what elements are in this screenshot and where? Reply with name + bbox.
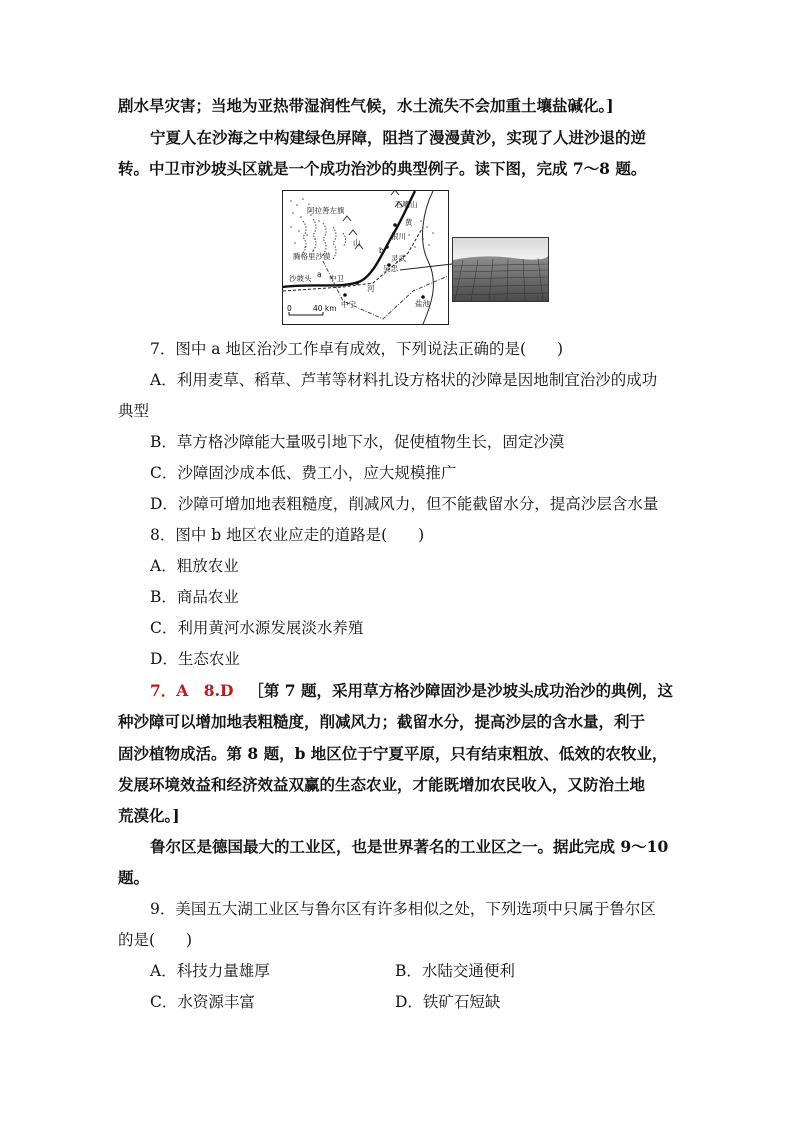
q9-option-b: B．水陆交通便利 — [395, 962, 515, 980]
answer-line5: 荒漠化。] — [118, 806, 180, 825]
q7-option-b: B．草方格沙障能大量吸引地下水，促使植物生长，固定沙漠 — [150, 433, 565, 451]
map-label-huang: 黄 — [405, 218, 413, 227]
map-label-zhongning: 中宁 — [341, 300, 356, 309]
q8-option-a: A．粗放农业 — [150, 557, 239, 575]
map-label-tengger: 腾格里沙漠 — [293, 252, 331, 261]
map-label-alashan: 阿拉善左旗 — [307, 206, 345, 215]
q8-option-b: B．商品农业 — [150, 588, 239, 606]
q9-option-a: A．科技力量雄厚 — [150, 962, 270, 980]
straw-checkerboard-photo — [452, 237, 549, 302]
answer-line4: 发展环境效益和经济效益双赢的生态农业，才能既增加农民收入，又防治土地 — [118, 775, 646, 794]
map-label-wuzhong: 吴忠 — [383, 264, 398, 273]
prev-answer-tail: 剧水旱灾害；当地为亚热带湿润性气候，水土流失不会加重土壤盐碱化。] — [118, 96, 614, 115]
map-label-lingwu: 灵武 — [391, 254, 406, 263]
passage-intro-line1: 宁夏人在沙海之中构建绿色屏障，阻挡了漫漫黄沙，实现了人进沙退的逆 — [150, 128, 647, 147]
q8-option-c: C．利用黄河水源发展淡水养殖 — [150, 619, 364, 637]
ruhr-intro-line2: 题。 — [118, 868, 150, 887]
map-label-yinchuan: 银川 — [391, 232, 406, 241]
q8-stem: 8．图中 b 地区农业应走的道路是( ) — [150, 526, 425, 544]
answer-key: 7．A 8.D — [150, 681, 234, 700]
answer-explanation-start: ［第 7 题，采用草方格沙障固沙是沙坡头成功治沙的典例，这 — [248, 681, 673, 700]
passage-intro-line2: 转。中卫市沙坡头区就是一个成功治沙的典型例子。读下图，完成 7～8 题。 — [118, 159, 647, 178]
map-label-b: b — [379, 246, 384, 255]
map-label-shizuishan: 石嘴山 — [395, 200, 418, 209]
map-label-shapotou: 沙坡头 — [289, 274, 312, 283]
q8-option-d: D．生态农业 — [150, 650, 240, 668]
map-label-yanchi: 盐池 — [415, 299, 430, 308]
ruhr-intro-line1: 鲁尔区是德国最大的工业区，也是世界著名的工业区之一。据此完成 9～10 — [150, 837, 669, 856]
map-label-zhongwei: 中卫 — [329, 274, 344, 283]
q7-option-a: A．利用麦草、稻草、芦苇等材料扎设方格状的沙障是因地制宜治沙的成功 — [150, 371, 658, 389]
answer-line3: 固沙植物成活。第 8 题，b 地区位于宁夏平原，只有结束粗放、低效的农牧业， — [118, 744, 668, 763]
map-label-shan: 山 — [353, 238, 361, 247]
q9-stem: 9．美国五大湖工业区与鲁尔区有许多相似之处，下列选项中只属于鲁尔区 — [150, 900, 656, 918]
q9-option-c: C．水资源丰富 — [150, 993, 255, 1011]
answer-line2: 种沙障可以增加地表粗糙度，削减风力；截留水分，提高沙层的含水量，利于 — [118, 712, 646, 731]
scale-distance: 40 km — [313, 304, 337, 313]
scale-zero: 0 — [287, 304, 292, 313]
q9-stem-cont: 的是( ) — [118, 931, 193, 949]
answer-line1 — [150, 681, 673, 701]
q7-option-d: D．沙障可增加地表粗糙度，削减风力，但不能截留水分，提高沙层含水量 — [150, 495, 659, 513]
q7-option-a-cont: 典型 — [118, 402, 150, 420]
q7-stem: 7．图中 a 地区治沙工作卓有成效，下列说法正确的是( ) — [150, 340, 564, 358]
map-photo-pointer — [400, 258, 454, 278]
map-label-he: 河 — [367, 284, 375, 293]
q7-option-c: C．沙障固沙成本低、费工小，应大规模推广 — [150, 464, 457, 482]
q9-option-d: D．铁矿石短缺 — [395, 993, 501, 1011]
map-label-a: a — [317, 270, 322, 279]
